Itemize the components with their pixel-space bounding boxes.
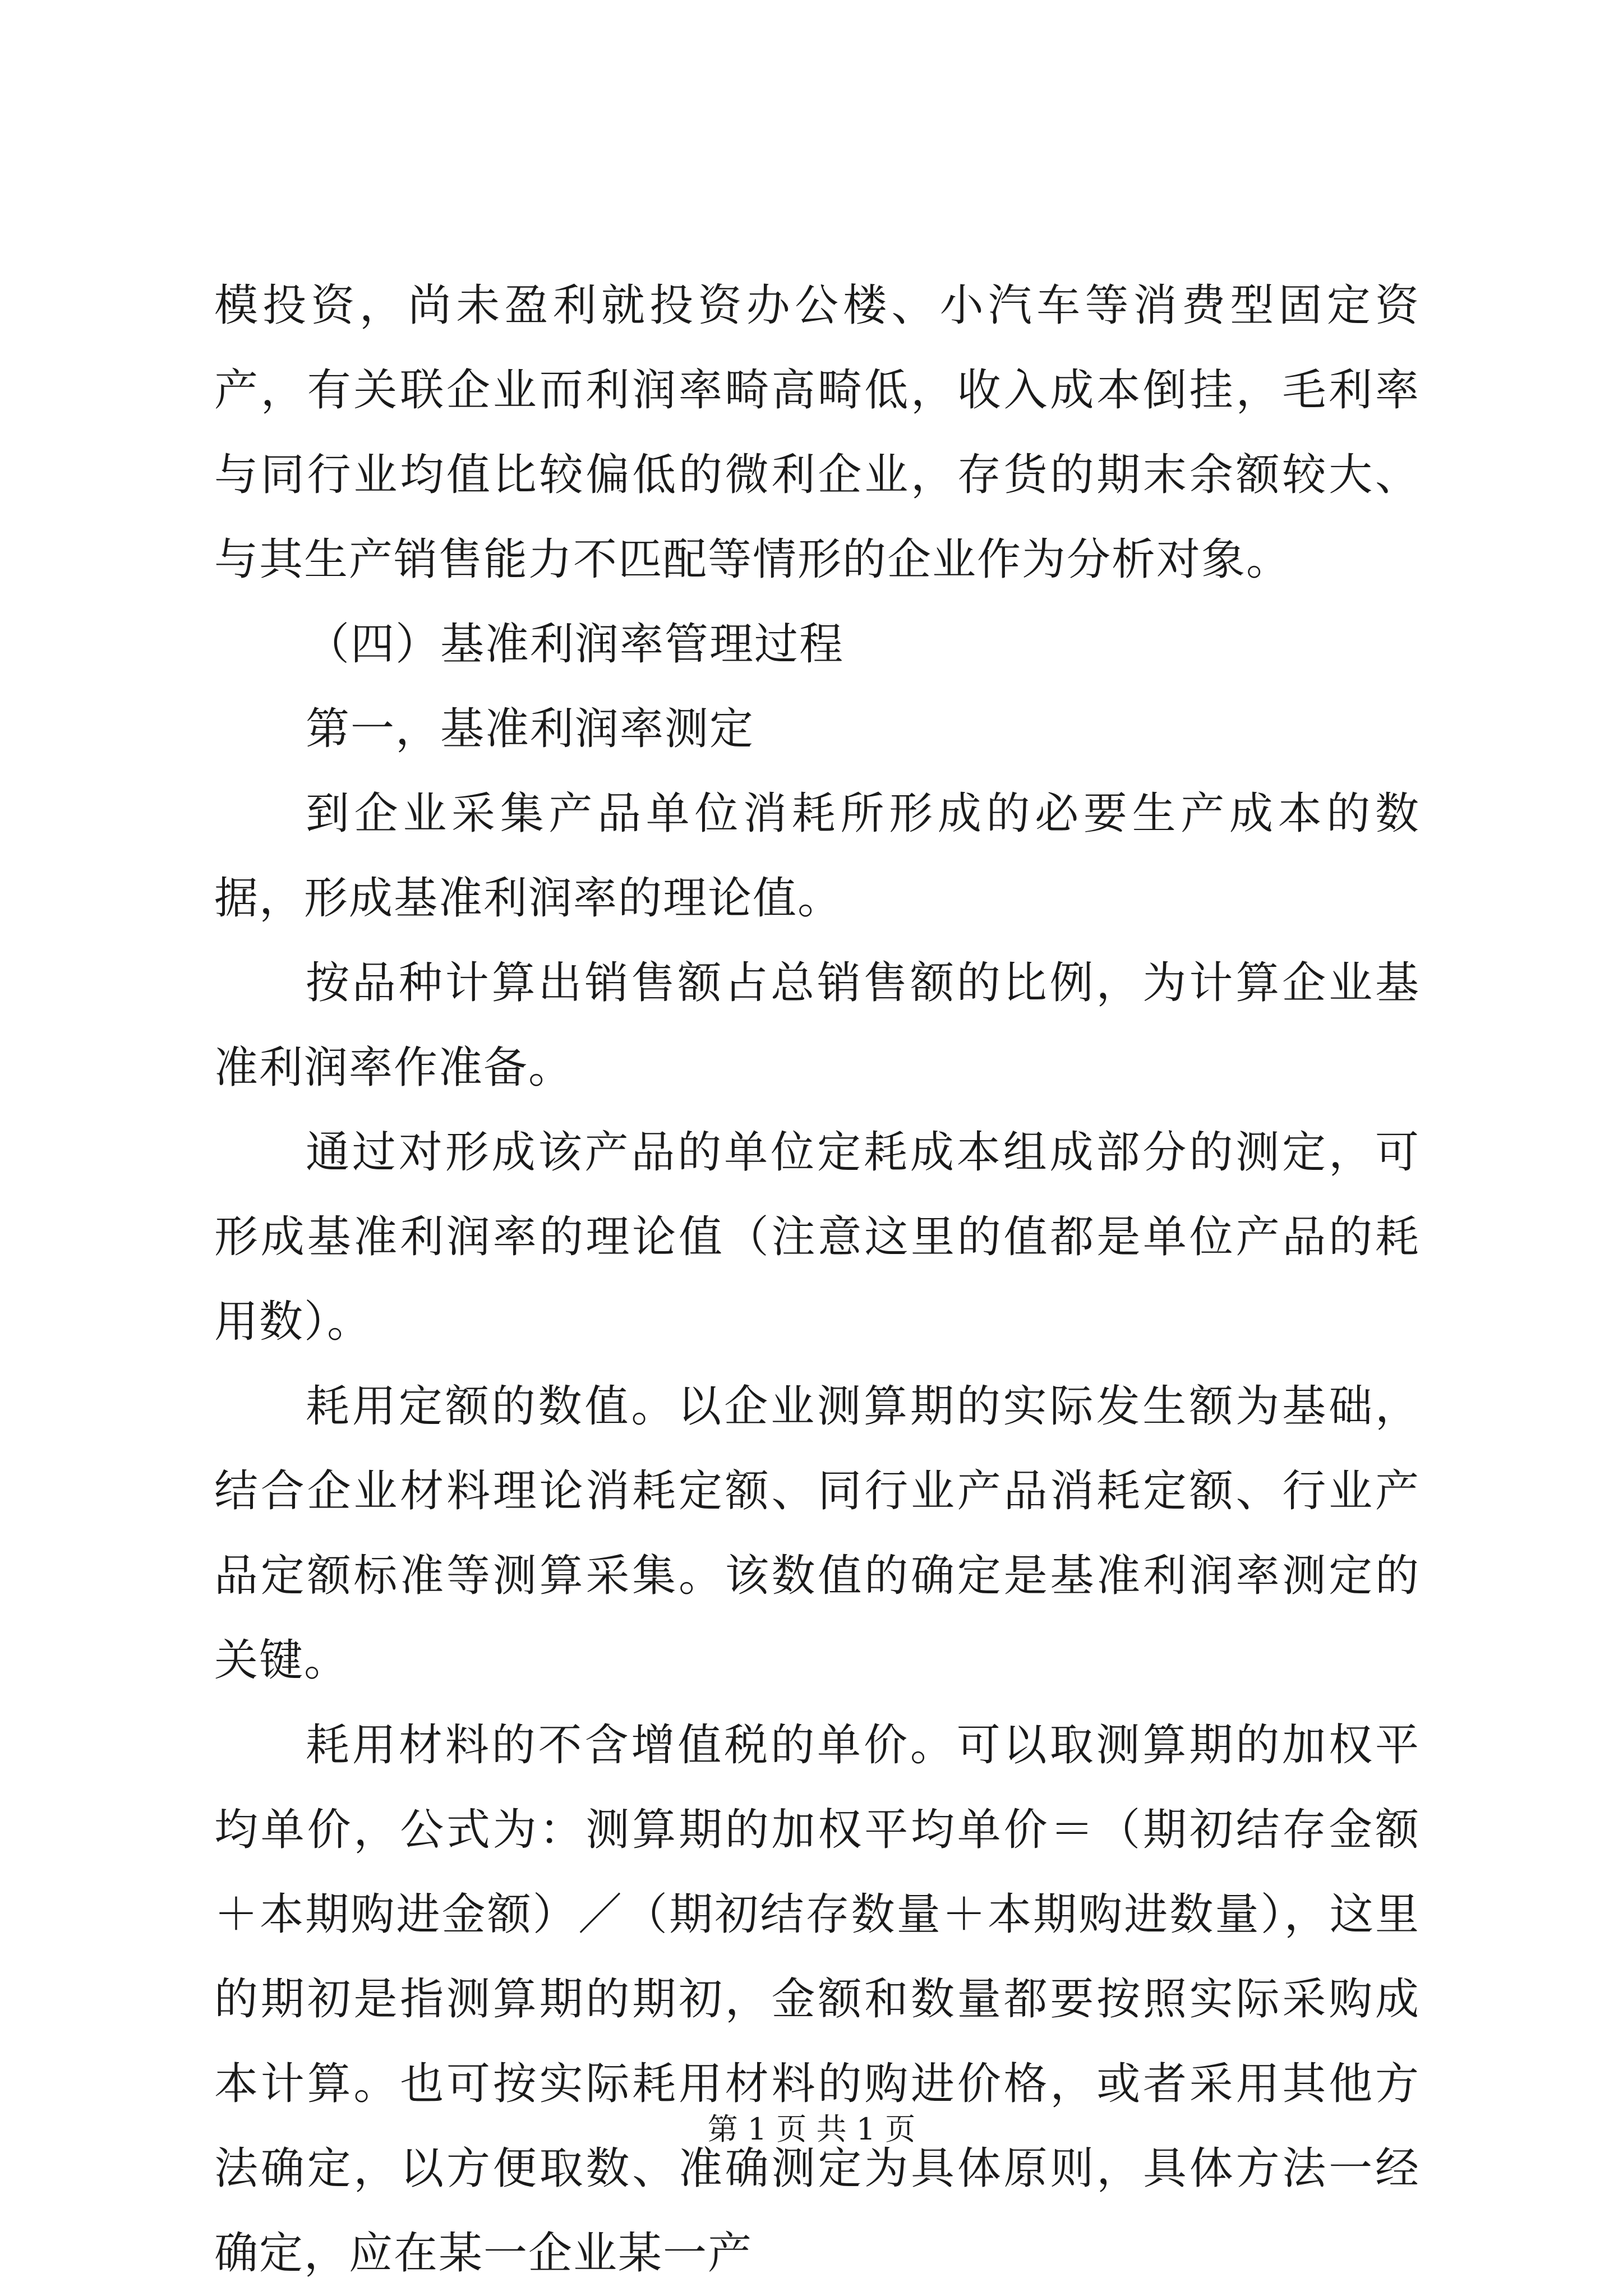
section-heading: （四）基准利润率管理过程 <box>306 619 845 670</box>
subsection-heading: 第一，基准利润率测定 <box>306 704 755 754</box>
paragraph: 通过对形成该产品的单位定耗成本组成部分的测定，可形成基准利润率的理论值（注意这里的值都是单位产品的耗用数）。 <box>214 1127 1420 1347</box>
page-footer: 第 1 页 共 1 页 <box>707 2111 916 2147</box>
paragraph-continuation: 模投资，尚未盈利就投资办公楼、小汽车等消费型固定资产，有关联企业而利润率畸高畸低，收入成本倒挂，毛利率与同行业均值比较偏低的微利企业，存货的期末余额较大、与其生产销售能力不匹配等情形的企业作为分析对象。 <box>214 280 1420 585</box>
document-body <box>214 264 1420 2296</box>
paragraph: 耗用定额的数值。以企业测算期的实际发生额为基础，结合企业材料理论消耗定额、同行业产品消耗定额、行业产品定额标准等测算采集。该数值的确定是基准利润率测定的关键。 <box>214 1381 1420 1686</box>
paragraph: 按品种计算出销售额占总销售额的比例，为计算企业基准利润率作准备。 <box>214 958 1420 1093</box>
paragraph: 到企业采集产品单位消耗所形成的必要生产成本的数据，形成基准利润率的理论值。 <box>214 789 1420 924</box>
paragraph: 耗用材料的不含增值税的单价。可以取测算期的加权平均单价，公式为：测算期的加权平均单价＝（期初结存金额＋本期购进金额）／（期初结存数量＋本期购进数量），这里的期初是指测算期的期初，金额和数量都要按照实际采购成本计算。也可按实际耗用材料的购进价格，或者采用其他方法确定，以方便取数、准确测定为具体原则，具体方法一经确定，应在某一企业某一产 <box>214 1720 1420 2279</box>
